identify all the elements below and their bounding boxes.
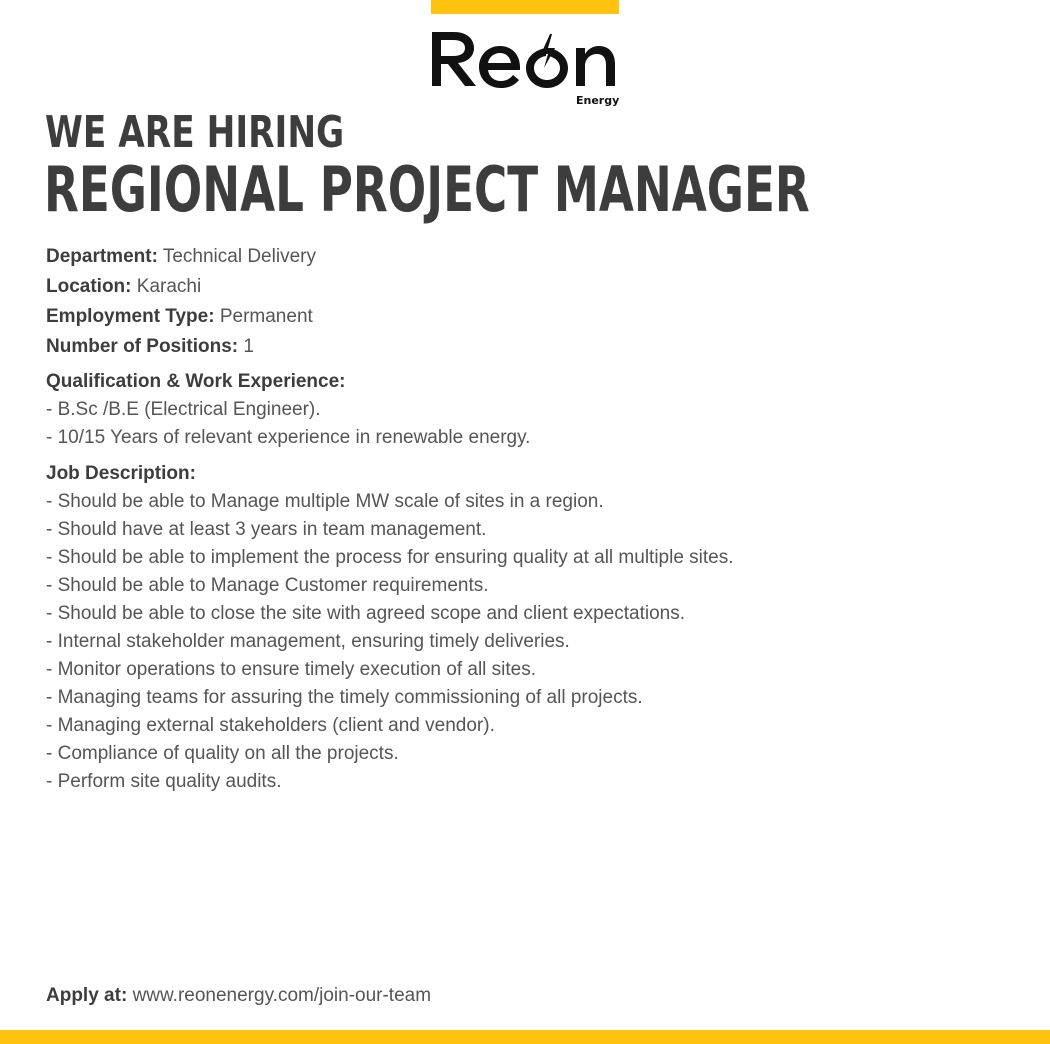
list-item: - Perform site quality audits. (46, 771, 282, 792)
detail-label: Employment Type: (46, 306, 215, 327)
logo-wordmark (428, 24, 624, 94)
list-item: - Managing external stakeholders (client and vendor). (46, 715, 495, 736)
list-item: - Should be able to close the site with agreed scope and client expectations. (46, 603, 686, 624)
detail-department (46, 242, 1006, 272)
apply-link[interactable]: www.reonenergy.com/join-our-team (132, 985, 432, 1006)
detail-value: Karachi (136, 276, 202, 297)
job-description-title: Job Description: (46, 463, 196, 484)
qualification-list (46, 396, 1006, 452)
detail-label: Location: (46, 276, 132, 297)
detail-value: 1 (243, 336, 254, 357)
role-title: REGIONAL PROJECT MANAGER (44, 153, 810, 226)
apply-label: Apply at: (46, 985, 128, 1006)
list-item: - Monitor operations to ensure timely execution of all sites. (46, 659, 537, 680)
list-item: - Should be able to implement the process for ensuring quality at all multiple sites. (46, 547, 734, 568)
detail-label: Number of Positions: (46, 336, 239, 357)
list-item: - 10/15 Years of relevant experience in renewable energy. (46, 427, 531, 448)
list-item: - Managing teams for assuring the timely commissioning of all projects. (46, 687, 643, 708)
hiring-heading: WE ARE HIRING (45, 107, 345, 158)
detail-value: Permanent (219, 306, 313, 327)
bottom-accent-bar (0, 1030, 1050, 1044)
list-item: - Internal stakeholder management, ensuring timely deliveries. (46, 631, 570, 652)
detail-positions (46, 332, 1006, 362)
apply-line (46, 982, 431, 1010)
job-details (46, 242, 1006, 362)
list-item: - Should be able to Manage multiple MW scale of sites in a region. (46, 491, 604, 512)
list-item: - B.Sc /B.E (Electrical Engineer). (46, 399, 321, 420)
qualification-section (46, 368, 1006, 452)
qualification-title: Qualification & Work Experience: (46, 371, 346, 392)
job-description-list (46, 488, 1006, 796)
detail-location (46, 272, 1006, 302)
logo-wordmark-graphic (428, 24, 624, 94)
detail-employment-type (46, 302, 1006, 332)
detail-label: Department: (46, 246, 158, 267)
list-item: - Should have at least 3 years in team management. (46, 519, 487, 540)
list-item: - Compliance of quality on all the projects. (46, 743, 399, 764)
logo-subtitle: Energy (576, 94, 620, 107)
list-item: - Should be able to Manage Customer requirements. (46, 575, 489, 596)
reon-energy-logo (428, 24, 624, 114)
job-description-section (46, 460, 1006, 796)
top-accent-bar (431, 0, 619, 14)
detail-value: Technical Delivery (162, 246, 316, 267)
